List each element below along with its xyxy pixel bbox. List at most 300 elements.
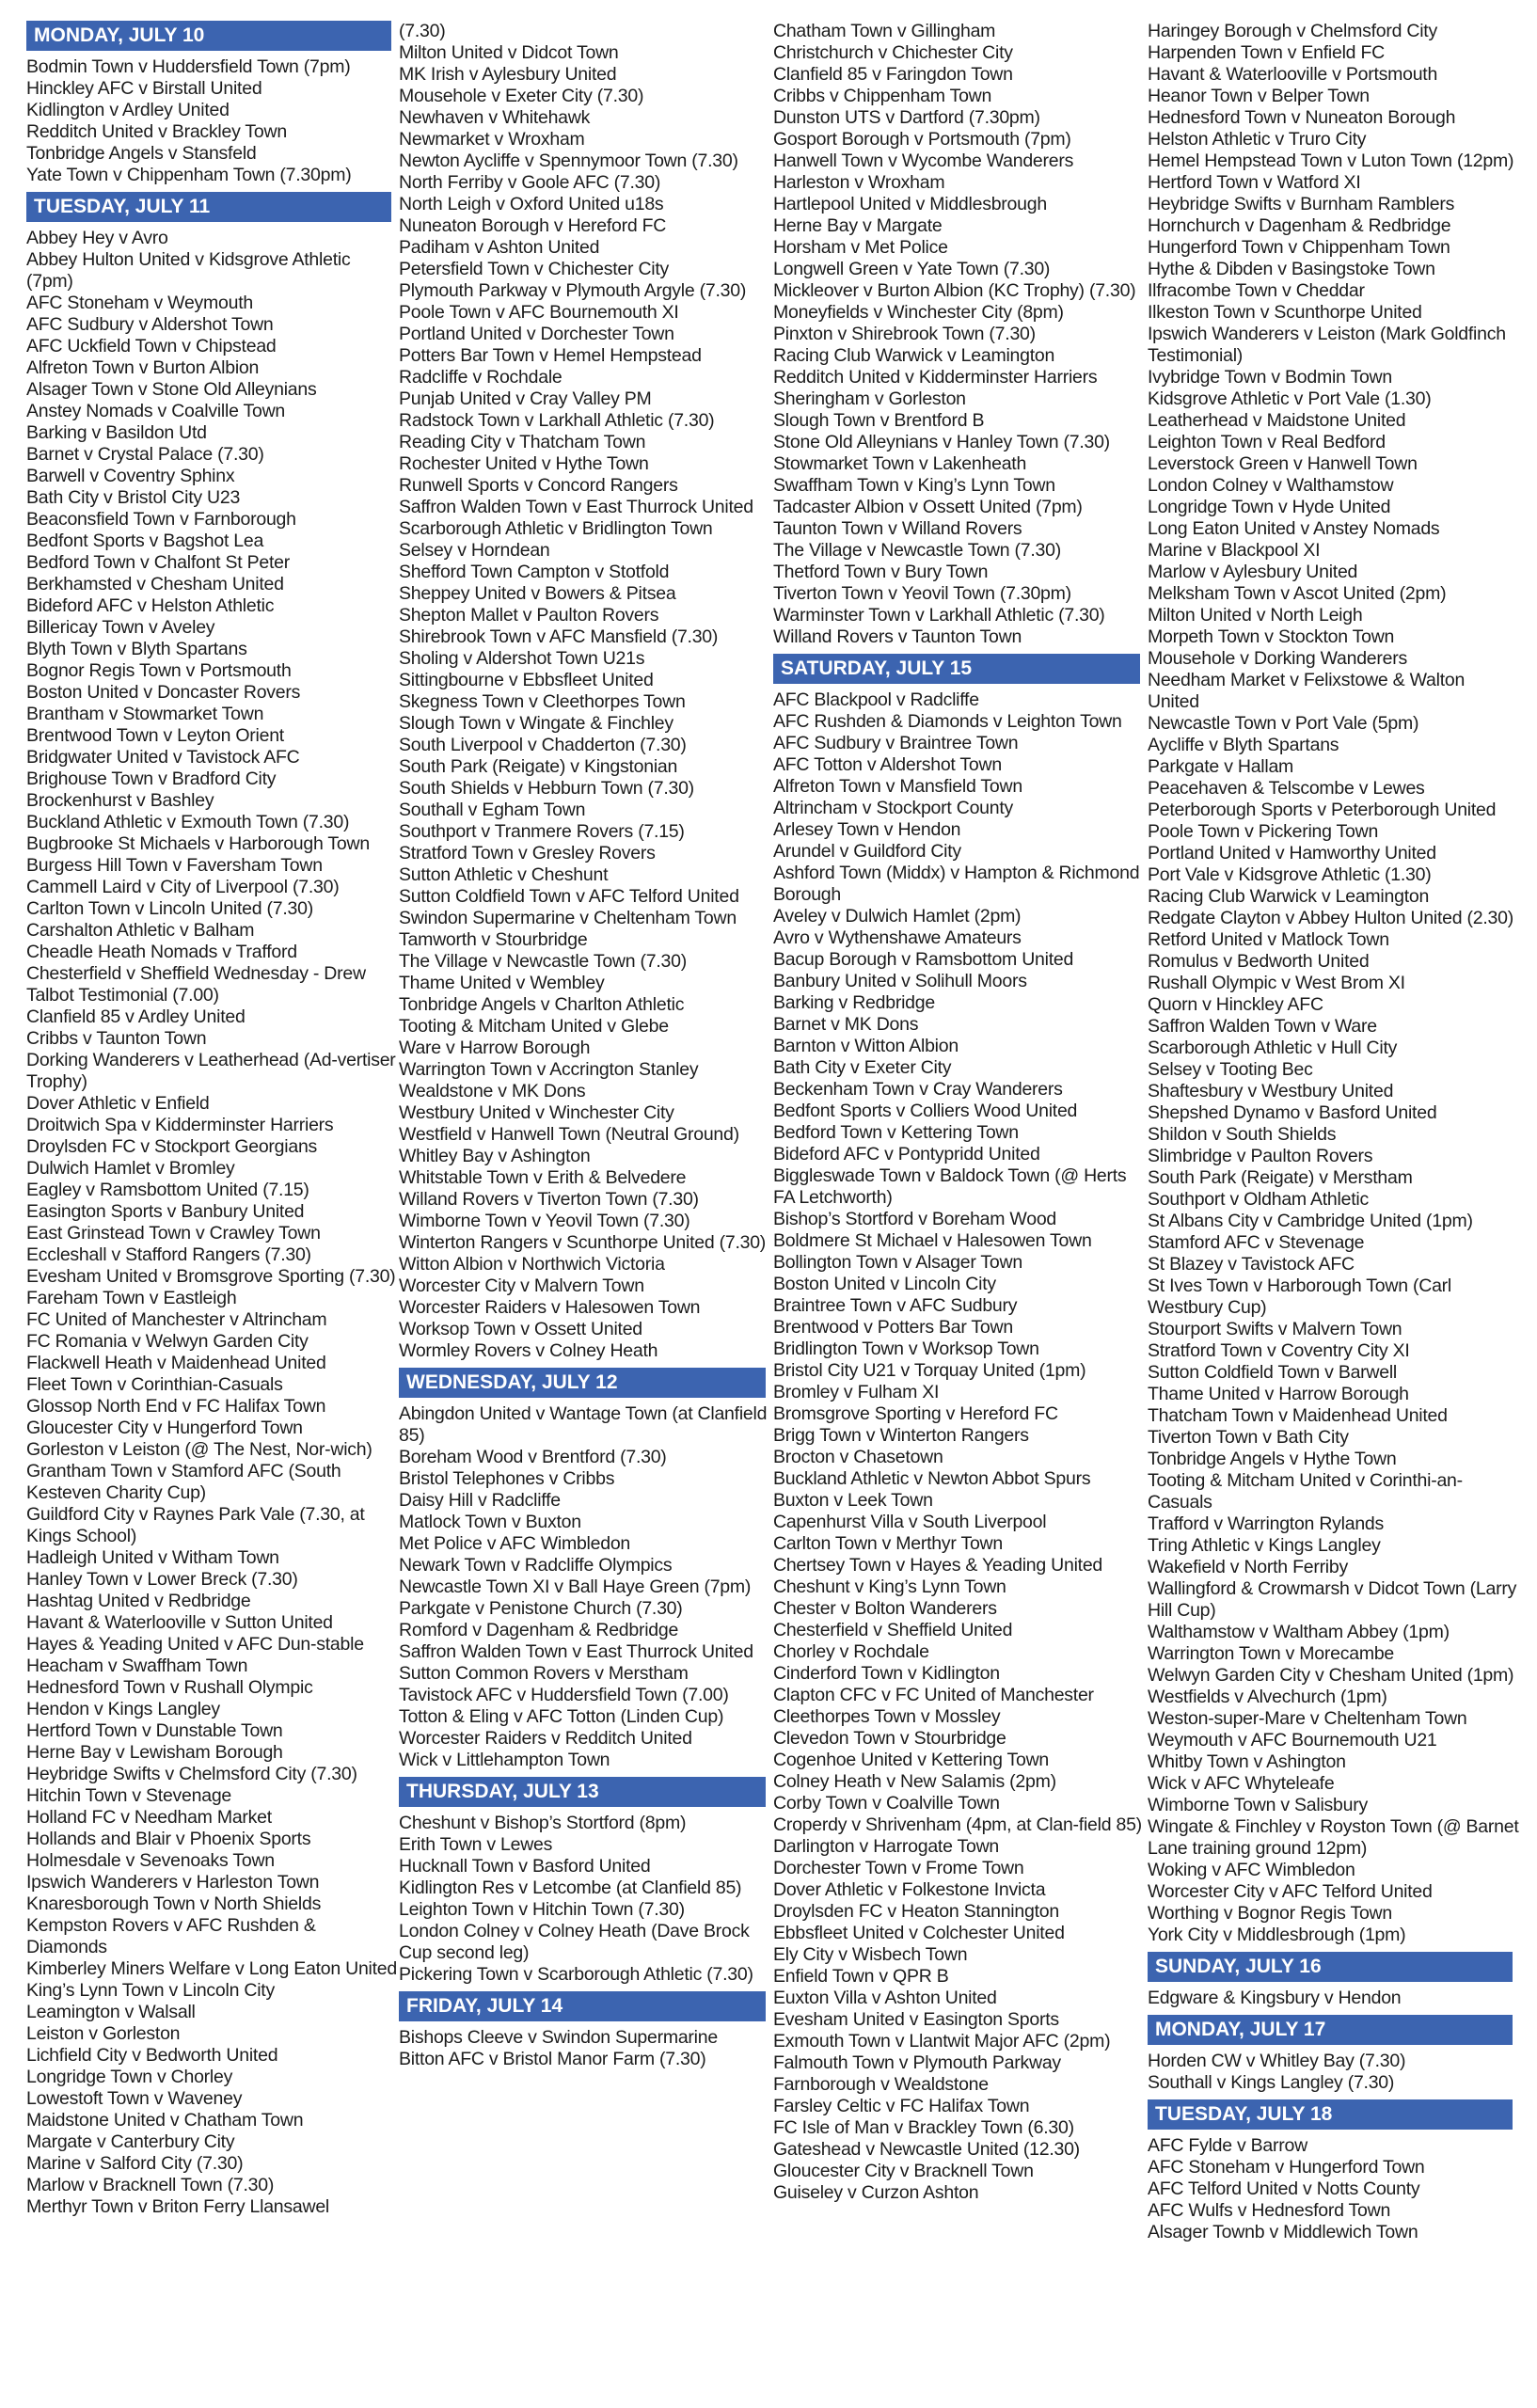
fixture: Slough Town v Wingate & Finchley bbox=[399, 713, 673, 734]
fixture: Leatherhead v Maidstone United bbox=[1147, 410, 1406, 431]
fixture: Quorn v Hinckley AFC bbox=[1147, 994, 1323, 1015]
fixture: Gosport Borough v Portsmouth (7pm) bbox=[773, 129, 1071, 150]
fixture: Wick v AFC Whyteleafe bbox=[1147, 1773, 1335, 1794]
fixture: Anstey Nomads v Coalville Town bbox=[26, 401, 286, 421]
fixture: Marlow v Bracknell Town (7.30) bbox=[26, 2175, 275, 2195]
fixture: Chesterfield v Sheffield United bbox=[773, 1620, 1013, 1640]
fixture: Port Vale v Kidsgrove Athletic (1.30) bbox=[1147, 864, 1432, 885]
fixture: Swindon Supermarine v Cheltenham Town bbox=[399, 908, 737, 928]
fixture: Hednesford Town v Rushall Olympic bbox=[26, 1677, 313, 1698]
fixture: AFC Sudbury v Braintree Town bbox=[773, 733, 1019, 753]
fixture: Helston Athletic v Truro City bbox=[1147, 129, 1367, 150]
fixture: Arundel v Guildford City bbox=[773, 841, 961, 862]
fixture: Slimbridge v Paulton Rovers bbox=[1147, 1146, 1373, 1166]
fixture: Edgware & Kingsbury v Hendon bbox=[1147, 1988, 1402, 2008]
fixture: Westfield v Hanwell Town (Neutral Ground) bbox=[399, 1124, 739, 1145]
fixture: Chatham Town v Gillingham bbox=[773, 21, 996, 41]
fixture: Petersfield Town v Chichester City bbox=[399, 259, 670, 279]
fixture: Needham Market v Felixstowe & Walton United bbox=[1147, 670, 1466, 712]
fixture: Newhaven v Whitehawk bbox=[399, 107, 591, 128]
fixture: Warrington Town v Morecambe bbox=[1147, 1643, 1395, 1664]
fixture: Dover Athletic v Enfield bbox=[26, 1093, 210, 1114]
fixture: Kidsgrove Athletic v Port Vale (1.30) bbox=[1147, 388, 1432, 409]
fixture: Marine v Blackpool XI bbox=[1147, 540, 1321, 561]
fixture: Maidstone United v Chatham Town bbox=[26, 2110, 304, 2131]
fixture: Heybridge Swifts v Burnham Ramblers bbox=[1147, 194, 1455, 214]
fixture: Thatcham Town v Maidenhead United bbox=[1147, 1405, 1448, 1426]
fixture: Arlesey Town v Hendon bbox=[773, 819, 961, 840]
fixture: Totton & Eling v AFC Totton (Linden Cup) bbox=[399, 1706, 724, 1727]
fixture: Longridge Town v Hyde United bbox=[1147, 497, 1391, 517]
fixture: FC United of Manchester v Altrincham bbox=[26, 1309, 327, 1330]
fixture: Hemel Hempstead Town v Luton Town (12pm) bbox=[1147, 150, 1514, 171]
fixture: Bideford AFC v Pontypridd United bbox=[773, 1144, 1040, 1164]
fixture: Exmouth Town v Llantwit Major AFC (2pm) bbox=[773, 2031, 1111, 2052]
fixture: Kidlington v Ardley United bbox=[26, 100, 230, 120]
fixture: Droylsden FC v Heaton Stannington bbox=[773, 1901, 1059, 1922]
fixture: Erith Town v Lewes bbox=[399, 1834, 553, 1855]
fixture: Haringey Borough v Chelmsford City bbox=[1147, 21, 1437, 41]
fixture: Clanfield 85 v Ardley United bbox=[26, 1006, 246, 1027]
column-3 bbox=[773, 21, 1148, 2408]
fixture: Guildford City v Raynes Park Vale (7.30, at Kings School) bbox=[26, 1504, 365, 1546]
fixture: King’s Lynn Town v Lincoln City bbox=[26, 1980, 275, 2001]
fixture: Alsager Townb v Middlewich Town bbox=[1147, 2222, 1418, 2242]
fixture: Sittingbourne v Ebbsfleet United bbox=[399, 670, 654, 690]
fixture: Leighton Town v Real Bedford bbox=[1147, 432, 1386, 452]
fixture: Hednesford Town v Nuneaton Borough bbox=[1147, 107, 1456, 128]
fixture: Tadcaster Albion v Ossett United (7pm) bbox=[773, 497, 1083, 517]
fixture: Redgate Clayton v Abbey Hulton United (2.30) bbox=[1147, 908, 1513, 928]
fixture: AFC Stoneham v Hungerford Town bbox=[1147, 2157, 1425, 2178]
fixture: Glossop North End v FC Halifax Town bbox=[26, 1396, 326, 1417]
fixture: Abbey Hey v Avro bbox=[26, 228, 168, 248]
fixture: South Shields v Hebburn Town (7.30) bbox=[399, 778, 694, 799]
fixture: Clevedon Town v Stourbridge bbox=[773, 1728, 1006, 1749]
fixture: Hendon v Kings Langley bbox=[26, 1699, 220, 1719]
fixture: Ashford Town (Middx) v Hampton & Richmond Borough bbox=[773, 863, 1140, 905]
fixture: Milton United v North Leigh bbox=[1147, 605, 1363, 626]
fixture: Carlton Town v Merthyr Town bbox=[773, 1533, 1003, 1554]
fixture: Bishop’s Stortford v Boreham Wood bbox=[773, 1209, 1057, 1229]
fixture: Long Eaton United v Anstey Nomads bbox=[1147, 518, 1440, 539]
fixture: Falmouth Town v Plymouth Parkway bbox=[773, 2052, 1061, 2073]
fixture: Marlow v Aylesbury United bbox=[1147, 562, 1358, 582]
fixture: The Village v Newcastle Town (7.30) bbox=[399, 951, 687, 972]
fixture: Beaconsfield Town v Farnborough bbox=[26, 509, 296, 530]
fixture: AFC Sudbury v Aldershot Town bbox=[26, 314, 274, 335]
column-4 bbox=[1148, 21, 1520, 2408]
fixture: Scarborough Athletic v Bridlington Town bbox=[399, 518, 713, 539]
fixture: Christchurch v Chichester City bbox=[773, 42, 1013, 63]
day-header: TUESDAY, JULY 11 bbox=[26, 192, 391, 222]
fixture: Selsey v Tooting Bec bbox=[1147, 1059, 1313, 1080]
fixture: Worthing v Bognor Regis Town bbox=[1147, 1903, 1392, 1924]
fixture: Wick v Littlehampton Town bbox=[399, 1750, 610, 1770]
fixture: Cheadle Heath Nomads v Trafford bbox=[26, 942, 297, 962]
fixture: Bugbrooke St Michaels v Harborough Town bbox=[26, 833, 370, 854]
fixture: Kidlington Res v Letcombe (at Clanfield 85) bbox=[399, 1877, 742, 1898]
fixture: Chorley v Rochdale bbox=[773, 1641, 929, 1662]
fixture: Grantham Town v Stamford AFC (South Kesteven Charity Cup) bbox=[26, 1461, 341, 1503]
column-1 bbox=[26, 21, 399, 2408]
fixture: Tring Athletic v Kings Langley bbox=[1147, 1535, 1381, 1556]
fixture: Hertford Town v Dunstable Town bbox=[26, 1720, 283, 1741]
fixture: Bridlington Town v Worksop Town bbox=[773, 1339, 1039, 1359]
fixture: Heanor Town v Belper Town bbox=[1147, 86, 1370, 106]
fixture: Hadleigh United v Witham Town bbox=[26, 1547, 279, 1568]
fixture: Daisy Hill v Radcliffe bbox=[399, 1490, 561, 1511]
fixture: Carlton Town v Lincoln United (7.30) bbox=[26, 898, 313, 919]
fixture: Fleet Town v Corinthian-Casuals bbox=[26, 1374, 283, 1395]
fixture: Herne Bay v Lewisham Borough bbox=[26, 1742, 283, 1763]
fixture: Warminster Town v Larkhall Athletic (7.30) bbox=[773, 605, 1105, 626]
fixture: Sutton Coldfield Town v AFC Telford United bbox=[399, 886, 739, 907]
fixture: Met Police v AFC Wimbledon bbox=[399, 1533, 631, 1554]
fixture: Sutton Common Rovers v Merstham bbox=[399, 1663, 689, 1684]
fixture: Hayes & Yeading United v AFC Dun-stable bbox=[26, 1634, 364, 1655]
fixture: Melksham Town v Ascot United (2pm) bbox=[1147, 583, 1447, 604]
fixture: Peacehaven & Telscombe v Lewes bbox=[1147, 778, 1425, 799]
fixture: Barking v Basildon Utd bbox=[26, 422, 207, 443]
fixture: Evesham United v Bromsgrove Sporting (7.30) bbox=[26, 1266, 396, 1287]
fixture: Colney Heath v New Salamis (2pm) bbox=[773, 1771, 1056, 1792]
fixture: Tamworth v Stourbridge bbox=[399, 929, 588, 950]
fixture: Walthamstow v Waltham Abbey (1pm) bbox=[1147, 1622, 1450, 1642]
fixture: Longridge Town v Chorley bbox=[26, 2067, 233, 2087]
fixture: Mousehole v Dorking Wanderers bbox=[1147, 648, 1407, 669]
fixture: Euxton Villa v Ashton United bbox=[773, 1988, 997, 2008]
fixture: Banbury United v Solihull Moors bbox=[773, 971, 1027, 991]
fixture: Stowmarket Town v Lakenheath bbox=[773, 453, 1027, 474]
fixture: Buckland Athletic v Exmouth Town (7.30) bbox=[26, 812, 350, 832]
fixture: Chester v Bolton Wanderers bbox=[773, 1598, 997, 1619]
fixture: Darlington v Harrogate Town bbox=[773, 1836, 1000, 1857]
fixture: Cammell Laird v City of Liverpool (7.30) bbox=[26, 877, 340, 897]
fixture: Slough Town v Brentford B bbox=[773, 410, 985, 431]
column-2 bbox=[399, 21, 773, 2408]
fixture: Shaftesbury v Westbury United bbox=[1147, 1081, 1394, 1101]
fixture: Clapton CFC v FC United of Manchester bbox=[773, 1685, 1094, 1705]
fixture: Wormley Rovers v Colney Heath bbox=[399, 1340, 658, 1361]
fixture: Saffron Walden Town v East Thurrock United bbox=[399, 1641, 753, 1662]
fixture: Tonbridge Angels v Hythe Town bbox=[1147, 1449, 1397, 1469]
fixture: Hitchin Town v Stevenage bbox=[26, 1785, 232, 1806]
fixture: Weymouth v AFC Bournemouth U21 bbox=[1147, 1730, 1437, 1751]
day-header: TUESDAY, JULY 18 bbox=[1148, 2099, 1513, 2130]
fixture: Boldmere St Michael v Halesowen Town bbox=[773, 1230, 1092, 1251]
fixture: Horden CW v Whitley Bay (7.30) bbox=[1147, 2051, 1406, 2071]
fixture: Braintree Town v AFC Sudbury bbox=[773, 1295, 1018, 1316]
fixture: South Park (Reigate) v Kingstonian bbox=[399, 756, 678, 777]
fixture: AFC Stoneham v Weymouth bbox=[26, 293, 253, 313]
fixture: North Leigh v Oxford United u18s bbox=[399, 194, 664, 214]
fixture: Newark Town v Radcliffe Olympics bbox=[399, 1555, 673, 1576]
fixture: Carshalton Athletic v Balham bbox=[26, 920, 255, 941]
fixture: Saffron Walden Town v Ware bbox=[1147, 1016, 1377, 1037]
fixture: Eccleshall v Stafford Rangers (7.30) bbox=[26, 1244, 311, 1265]
fixture: St Blazey v Tavistock AFC bbox=[1147, 1254, 1355, 1275]
fixture: Shirebrook Town v AFC Mansfield (7.30) bbox=[399, 626, 719, 647]
fixture: Barwell v Coventry Sphinx bbox=[26, 466, 235, 486]
fixture: Cheshunt v Bishop’s Stortford (8pm) bbox=[399, 1813, 687, 1833]
fixture: Wallingford & Crowmarsh v Didcot Town (Larry Hill Cup) bbox=[1147, 1578, 1517, 1621]
fixture: Poole Town v AFC Bournemouth XI bbox=[399, 302, 679, 323]
fixture: Brockenhurst v Bashley bbox=[26, 790, 214, 811]
fixture: Easington Sports v Banbury United bbox=[26, 1201, 305, 1222]
fixture: East Grinstead Town v Crawley Town bbox=[26, 1223, 321, 1244]
fixture: Warrington Town v Accrington Stanley bbox=[399, 1059, 699, 1080]
fixture: Racing Club Warwick v Leamington bbox=[773, 345, 1055, 366]
day-header: SUNDAY, JULY 16 bbox=[1148, 1952, 1513, 1982]
fixture: AFC Rushden & Diamonds v Leighton Town bbox=[773, 711, 1122, 732]
fixture: AFC Blackpool v Radcliffe bbox=[773, 689, 979, 710]
fixture: Southport v Oldham Athletic bbox=[1147, 1189, 1369, 1210]
fixture: Radcliffe v Rochdale bbox=[399, 367, 563, 388]
fixture: Ivybridge Town v Bodmin Town bbox=[1147, 367, 1392, 388]
fixture: Welwyn Garden City v Chesham United (1pm) bbox=[1147, 1665, 1514, 1686]
fixture: Eagley v Ramsbottom United (7.15) bbox=[26, 1180, 309, 1200]
fixture: Worcester Raiders v Halesowen Town bbox=[399, 1297, 701, 1318]
fixture: Stamford AFC v Stevenage bbox=[1147, 1232, 1365, 1253]
day-header: FRIDAY, JULY 14 bbox=[399, 1991, 766, 2021]
fixture: Horsham v Met Police bbox=[773, 237, 948, 258]
fixture: Hartlepool United v Middlesbrough bbox=[773, 194, 1047, 214]
fixture: Parkgate v Hallam bbox=[1147, 756, 1294, 777]
fixture: Tavistock AFC v Huddersfield Town (7.00) bbox=[399, 1685, 729, 1705]
fixture: Yate Town v Chippenham Town (7.30pm) bbox=[26, 165, 352, 185]
fixture: Harleston v Wroxham bbox=[773, 172, 945, 193]
fixture: Chertsey Town v Hayes & Yeading United bbox=[773, 1555, 1103, 1576]
fixture: Portland United v Dorchester Town bbox=[399, 324, 674, 344]
fixture: Hythe & Dibden v Basingstoke Town bbox=[1147, 259, 1435, 279]
fixture: Whitstable Town v Erith & Belvedere bbox=[399, 1167, 687, 1188]
fixture: Pickering Town v Scarborough Athletic (7.30) bbox=[399, 1964, 753, 1985]
fixture: Southall v Egham Town bbox=[399, 800, 586, 820]
day-header: WEDNESDAY, JULY 12 bbox=[399, 1368, 766, 1398]
fixture: Tiverton Town v Yeovil Town (7.30pm) bbox=[773, 583, 1071, 604]
fixture: Dorking Wanderers v Leatherhead (Ad-vertiser Trophy) bbox=[26, 1050, 396, 1092]
fixture: Bedfont Sports v Colliers Wood United bbox=[773, 1101, 1078, 1121]
fixture: Punjab United v Cray Valley PM bbox=[399, 388, 652, 409]
fixture: (7.30) bbox=[399, 21, 446, 41]
fixture: Hashtag United v Redbridge bbox=[26, 1591, 251, 1611]
fixture: Romulus v Bedworth United bbox=[1147, 951, 1370, 972]
fixture: Westbury United v Winchester City bbox=[399, 1102, 674, 1123]
fixture: Berkhamsted v Chesham United bbox=[26, 574, 284, 594]
fixture: Milton United v Didcot Town bbox=[399, 42, 619, 63]
fixture: Boston United v Lincoln City bbox=[773, 1274, 996, 1294]
fixture: Droitwich Spa v Kidderminster Harriers bbox=[26, 1115, 334, 1135]
fixture: Sutton Athletic v Cheshunt bbox=[399, 864, 609, 885]
fixture: Bristol City U21 v Torquay United (1pm) bbox=[773, 1360, 1086, 1381]
fixture: Shefford Town Campton v Stotfold bbox=[399, 562, 670, 582]
fixture: Worcester City v AFC Telford United bbox=[1147, 1881, 1433, 1902]
fixture: Pinxton v Shirebrook Town (7.30) bbox=[773, 324, 1036, 344]
fixture: Abbey Hulton United v Kidsgrove Athletic (7pm) bbox=[26, 249, 351, 292]
fixture: Leverstock Green v Hanwell Town bbox=[1147, 453, 1418, 474]
fixture: Cleethorpes Town v Mossley bbox=[773, 1706, 1001, 1727]
fixture: Whitley Bay v Ashington bbox=[399, 1146, 591, 1166]
fixture: Lichfield City v Bedworth United bbox=[26, 2045, 278, 2066]
fixture: Gorleston v Leiston (@ The Nest, Nor-wich) bbox=[26, 1439, 372, 1460]
fixture: FC Romania v Welwyn Garden City bbox=[26, 1331, 309, 1352]
fixture: Shildon v South Shields bbox=[1147, 1124, 1337, 1145]
fixture: Shepton Mallet v Paulton Rovers bbox=[399, 605, 659, 626]
fixture: Abingdon United v Wantage Town (at Clanfield 85) bbox=[399, 1403, 768, 1446]
fixture: Sutton Coldfield Town v Barwell bbox=[1147, 1362, 1398, 1383]
fixture: Cinderford Town v Kidlington bbox=[773, 1663, 1000, 1684]
fixture: Croperdy v Shrivenham (4pm, at Clan-field 85) bbox=[773, 1814, 1142, 1835]
fixture: Hucknall Town v Basford United bbox=[399, 1856, 651, 1877]
fixture: Leighton Town v Hitchin Town (7.30) bbox=[399, 1899, 685, 1920]
fixture: Bedford Town v Chalfont St Peter bbox=[26, 552, 290, 573]
fixture: Bromsgrove Sporting v Hereford FC bbox=[773, 1403, 1058, 1424]
fixture: Mickleover v Burton Albion (KC Trophy) (7.30) bbox=[773, 280, 1136, 301]
fixture: Redditch United v Brackley Town bbox=[26, 121, 287, 142]
fixture: Skegness Town v Cleethorpes Town bbox=[399, 691, 686, 712]
fixture: Droylsden FC v Stockport Georgians bbox=[26, 1136, 318, 1157]
fixture: Boston United v Doncaster Rovers bbox=[26, 682, 301, 703]
fixture: Avro v Wythenshawe Amateurs bbox=[773, 927, 1022, 948]
fixture: Bedford Town v Kettering Town bbox=[773, 1122, 1019, 1143]
fixture: Hanwell Town v Wycombe Wanderers bbox=[773, 150, 1074, 171]
fixture: Alfreton Town v Burton Albion bbox=[26, 357, 260, 378]
fixture: Westfields v Alvechurch (1pm) bbox=[1147, 1687, 1387, 1707]
fixture: Tiverton Town v Bath City bbox=[1147, 1427, 1349, 1448]
fixture: Flackwell Heath v Maidenhead United bbox=[26, 1353, 326, 1373]
fixture: Taunton Town v Willand Rovers bbox=[773, 518, 1022, 539]
fixture: Trafford v Warrington Rylands bbox=[1147, 1513, 1385, 1534]
fixture: Enfield Town v QPR B bbox=[773, 1966, 949, 1987]
fixture: Barnton v Witton Albion bbox=[773, 1036, 959, 1056]
fixture: Poole Town v Pickering Town bbox=[1147, 821, 1379, 842]
fixture: Stratford Town v Gresley Rovers bbox=[399, 843, 656, 863]
fixture: Newcastle Town XI v Ball Haye Green (7pm) bbox=[399, 1576, 752, 1597]
fixture: Bollington Town v Alsager Town bbox=[773, 1252, 1022, 1273]
fixture: AFC Uckfield Town v Chipstead bbox=[26, 336, 277, 356]
fixture: Corby Town v Coalville Town bbox=[773, 1793, 1000, 1814]
fixture: Dover Athletic v Folkestone Invicta bbox=[773, 1879, 1046, 1900]
fixture: Sheppey United v Bowers & Pitsea bbox=[399, 583, 676, 604]
fixture: Morpeth Town v Stockton Town bbox=[1147, 626, 1395, 647]
fixture: Romford v Dagenham & Redbridge bbox=[399, 1620, 679, 1640]
fixture: Tonbridge Angels v Stansfeld bbox=[26, 143, 257, 164]
fixture: Rushall Olympic v West Brom XI bbox=[1147, 973, 1405, 993]
fixture: Fareham Town v Eastleigh bbox=[26, 1288, 237, 1308]
fixture: Worksop Town v Ossett United bbox=[399, 1319, 642, 1339]
fixture: Alsager Town v Stone Old Alleynians bbox=[26, 379, 317, 400]
fixture: Reading City v Thatcham Town bbox=[399, 432, 646, 452]
fixture: Bodmin Town v Huddersfield Town (7pm) bbox=[26, 56, 351, 77]
fixture: St Ives Town v Harborough Town (Carl Westbury Cup) bbox=[1147, 1275, 1451, 1318]
fixture: Parkgate v Penistone Church (7.30) bbox=[399, 1598, 683, 1619]
fixture: AFC Telford United v Notts County bbox=[1147, 2178, 1420, 2199]
fixture: Gloucester City v Hungerford Town bbox=[26, 1418, 303, 1438]
fixture: Altrincham v Stockport County bbox=[773, 798, 1014, 818]
fixture: Selsey v Horndean bbox=[399, 540, 550, 561]
fixture: Cribbs v Taunton Town bbox=[26, 1028, 207, 1049]
fixture: South Park (Reigate) v Merstham bbox=[1147, 1167, 1413, 1188]
fixture: Cogenhoe United v Kettering Town bbox=[773, 1750, 1050, 1770]
fixture: Newmarket v Wroxham bbox=[399, 129, 585, 150]
fixture: South Liverpool v Chadderton (7.30) bbox=[399, 735, 687, 755]
day-header: MONDAY, JULY 10 bbox=[26, 21, 391, 51]
fixture: Potters Bar Town v Hemel Hempstead bbox=[399, 345, 702, 366]
fixture: Worcester Raiders v Redditch United bbox=[399, 1728, 692, 1749]
fixture: Thame United v Harrow Borough bbox=[1147, 1384, 1409, 1404]
fixture: Willand Rovers v Tiverton Town (7.30) bbox=[399, 1189, 699, 1210]
fixture: Tooting & Mitcham United v Glebe bbox=[399, 1016, 669, 1037]
fixture: Longwell Green v Yate Town (7.30) bbox=[773, 259, 1051, 279]
fixture: Kimberley Miners Welfare v Long Eaton United bbox=[26, 1958, 397, 1979]
fixture: Farsley Celtic v FC Halifax Town bbox=[773, 2096, 1030, 2116]
fixture: Stourport Swifts v Malvern Town bbox=[1147, 1319, 1402, 1339]
fixture: Merthyr Town v Briton Ferry Llansawel bbox=[26, 2196, 330, 2217]
fixture: Holland FC v Needham Market bbox=[26, 1807, 272, 1828]
fixture: Buxton v Leek Town bbox=[773, 1490, 933, 1511]
fixture: Weston-super-Mare v Cheltenham Town bbox=[1147, 1708, 1467, 1729]
fixture: MK Irish v Aylesbury United bbox=[399, 64, 617, 85]
fixture: Brantham v Stowmarket Town bbox=[26, 704, 264, 724]
fixture: Barking v Redbridge bbox=[773, 992, 935, 1013]
fixture: FC Isle of Man v Brackley Town (6.30) bbox=[773, 2117, 1074, 2138]
fixture: Wingate & Finchley v Royston Town (@ Barnet Lane training ground 12pm) bbox=[1147, 1816, 1519, 1859]
fixture: Stone Old Alleynians v Hanley Town (7.30) bbox=[773, 432, 1110, 452]
fixture: Hungerford Town v Chippenham Town bbox=[1147, 237, 1450, 258]
fixture: Barnet v MK Dons bbox=[773, 1014, 919, 1035]
fixture: Bognor Regis Town v Portsmouth bbox=[26, 660, 292, 681]
fixture: Bitton AFC v Bristol Manor Farm (7.30) bbox=[399, 2049, 706, 2069]
fixture: Nuneaton Borough v Hereford FC bbox=[399, 215, 667, 236]
fixture: Bristol Telephones v Cribbs bbox=[399, 1468, 615, 1489]
fixture: Evesham United v Easington Sports bbox=[773, 2009, 1059, 2030]
fixture: Dunston UTS v Dartford (7.30pm) bbox=[773, 107, 1040, 128]
fixture: Matlock Town v Buxton bbox=[399, 1512, 581, 1532]
fixture: Ely City v Wisbech Town bbox=[773, 1944, 968, 1965]
fixture: Portland United v Hamworthy United bbox=[1147, 843, 1436, 863]
fixture: Stratford Town v Coventry City XI bbox=[1147, 1340, 1410, 1361]
fixture: Ipswich Wanderers v Leiston (Mark Goldfinch Testimonial) bbox=[1147, 324, 1506, 366]
fixture: Wakefield v North Ferriby bbox=[1147, 1557, 1348, 1577]
fixture: Hinckley AFC v Birstall United bbox=[26, 78, 262, 99]
fixture: Hornchurch v Dagenham & Redbridge bbox=[1147, 215, 1451, 236]
fixture: Kempston Rovers v AFC Rushden & Diamonds bbox=[26, 1915, 316, 1957]
fixture: Sholing v Aldershot Town U21s bbox=[399, 648, 645, 669]
fixture: Woking v AFC Wimbledon bbox=[1147, 1860, 1355, 1880]
fixture: Guiseley v Curzon Ashton bbox=[773, 2182, 979, 2203]
fixture: Capenhurst Villa v South Liverpool bbox=[773, 1512, 1047, 1532]
fixture: Brentwood v Potters Bar Town bbox=[773, 1317, 1013, 1338]
fixture: Alfreton Town v Mansfield Town bbox=[773, 776, 1022, 797]
fixture: North Ferriby v Goole AFC (7.30) bbox=[399, 172, 661, 193]
fixture: Ebbsfleet United v Colchester United bbox=[773, 1923, 1065, 1943]
fixture: Newcastle Town v Port Vale (5pm) bbox=[1147, 713, 1419, 734]
fixture: Gateshead v Newcastle United (12.30) bbox=[773, 2139, 1080, 2160]
fixture: Sheringham v Gorleston bbox=[773, 388, 966, 409]
fixture: Burgess Hill Town v Faversham Town bbox=[26, 855, 323, 876]
fixture: Aveley v Dulwich Hamlet (2pm) bbox=[773, 906, 1022, 927]
fixture: Boreham Wood v Brentford (7.30) bbox=[399, 1447, 667, 1467]
fixture: Thetford Town v Bury Town bbox=[773, 562, 989, 582]
fixture: Bromley v Fulham XI bbox=[773, 1382, 940, 1402]
fixture: Heacham v Swaffham Town bbox=[26, 1656, 248, 1676]
fixture: AFC Totton v Aldershot Town bbox=[773, 754, 1002, 775]
fixture: The Village v Newcastle Town (7.30) bbox=[773, 540, 1061, 561]
fixture: Bath City v Exeter City bbox=[773, 1057, 952, 1078]
fixture: Shepshed Dynamo v Basford United bbox=[1147, 1102, 1437, 1123]
fixture: Racing Club Warwick v Leamington bbox=[1147, 886, 1430, 907]
